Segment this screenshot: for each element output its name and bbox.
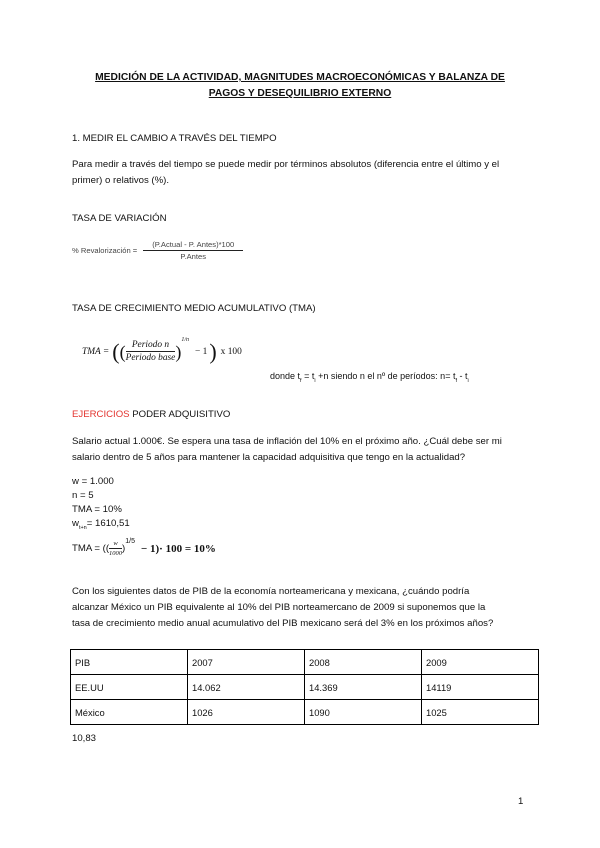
table-cell: 1026 (188, 700, 305, 725)
tma-formula-lhs: TMA = (82, 346, 110, 357)
eq-exponent: 1/5 (125, 538, 135, 545)
note-sub: i (314, 377, 316, 384)
table-cell: EE.UU (71, 675, 188, 700)
eq-rest: − 1)· 100 = 10% (140, 542, 216, 555)
tma-formula-fraction (126, 340, 176, 363)
tma-formula-tail: − 1 (195, 346, 208, 357)
pib-table-wrapper (70, 649, 539, 725)
table-cell: 14.369 (305, 675, 422, 700)
table-row (71, 675, 539, 700)
pib-table (70, 649, 539, 725)
table-cell: 1025 (422, 700, 539, 725)
note-text: +n siendo n el nº de períodos: n= t (315, 371, 456, 381)
answer-value: 10,83 (72, 733, 97, 744)
problem-1-line-2: salario dentro de 5 años para mantener la capacidad adquisitiva que tengo en la actualidad? (72, 452, 466, 463)
w-subscript: t+n (78, 524, 87, 531)
title-line-1: MEDICIÓN DE LA ACTIVIDAD, MAGNITUDES MACROECONÓMICAS Y BALANZA DE (95, 72, 505, 83)
problem-2-line-2: alcanzar México un PIB equivalente al 10% del PIB norteamercano de 2009 si suponemos que la (72, 602, 486, 613)
tma-formula (82, 336, 242, 364)
problem-1-line-1: Salario actual 1.000€. Se espera una tasa de inflación del 10% en el próximo año. ¿Cuál debe ser mi (72, 436, 502, 447)
note-text: - t (456, 371, 468, 381)
tma-note (270, 368, 469, 390)
eq-denominator: 1000 (109, 550, 123, 557)
inner-paren-left: ( (119, 341, 126, 362)
tma-heading: TASA DE CRECIMIENTO MEDIO ACUMULATIVO (TMA) (72, 303, 316, 314)
ejercicios-topic: PODER ADQUISITIVO (129, 409, 231, 420)
table-header-cell: 2008 (305, 650, 422, 675)
table-row (71, 700, 539, 725)
given-w: w = 1.000 (72, 476, 114, 487)
problem-2-line-1: Con los siguientes datos de PIB de la economía norteamericana y mexicana, ¿cuándo podría (72, 586, 470, 597)
document-title (70, 70, 530, 102)
eq-numerator: w (109, 540, 122, 549)
eq-fraction (109, 540, 122, 557)
table-header-cell: 2009 (422, 650, 539, 675)
problem-2 (72, 584, 493, 632)
given-tma: TMA = 10% (72, 504, 122, 515)
formula-fraction (143, 240, 243, 261)
note-sub: f (455, 377, 457, 384)
section-1-paragraph (72, 157, 499, 189)
problem-2-line-3: tasa de crecimiento medio anual acumulativo del PIB mexicano será del 3% en los próximos años? (72, 618, 494, 629)
ejercicios-label: EJERCICIOS (72, 409, 130, 420)
tasa-variacion-heading: TASA DE VARIACIÓN (72, 213, 167, 224)
table-header-cell: 2007 (188, 650, 305, 675)
tma-formula-numerator: Periodo n (126, 340, 176, 352)
note-text: donde t (270, 371, 301, 381)
w-symbol: w (72, 518, 79, 529)
page-number: 1 (518, 796, 524, 807)
table-cell: 14.062 (188, 675, 305, 700)
section-1-heading: 1. MEDIR EL CAMBIO A TRAVÉS DEL TIEMPO (72, 133, 277, 144)
big-paren-left: ( (112, 338, 120, 364)
paragraph-line-1: Para medir a través del tiempo se puede medir por términos absolutos (diferencia entre el último y el (72, 159, 500, 170)
table-header-cell: PIB (71, 650, 188, 675)
table-header-row (71, 650, 539, 675)
w-result-value: = 1610,51 (86, 518, 130, 529)
ejercicios-heading (72, 406, 230, 423)
problem-1-givens (72, 475, 130, 535)
revalorizacion-formula (72, 240, 243, 261)
formula-numerator: (P.Actual - P. Antes)*100 (143, 240, 243, 251)
given-n: n = 5 (72, 490, 94, 501)
note-sub: i (467, 377, 469, 384)
note-sub: f (300, 377, 302, 384)
tma-formula-denominator: Periodo base (125, 353, 176, 363)
formula-lhs: % Revalorización = (72, 246, 138, 255)
table-cell: México (71, 700, 188, 725)
result-w (72, 517, 130, 535)
big-paren-right: ) (209, 338, 217, 364)
problem-1 (72, 434, 502, 466)
title-line-2: PAGOS Y DESEQUILIBRIO EXTERNO (208, 88, 392, 99)
inner-paren-right: ) (175, 341, 182, 362)
table-cell: 1090 (305, 700, 422, 725)
eq-lhs: TMA = (( (72, 543, 110, 554)
note-text: = t (301, 371, 315, 381)
tma-formula-exponent: 1/n (181, 336, 189, 343)
tma-formula-multiplier: x 100 (220, 346, 242, 357)
table-cell: 14119 (422, 675, 539, 700)
paragraph-line-2: primer) o relativos (%). (72, 175, 170, 186)
formula-denominator: P.Antes (180, 252, 207, 261)
tma-equation (72, 540, 216, 557)
eq-paren: ) (122, 543, 126, 554)
